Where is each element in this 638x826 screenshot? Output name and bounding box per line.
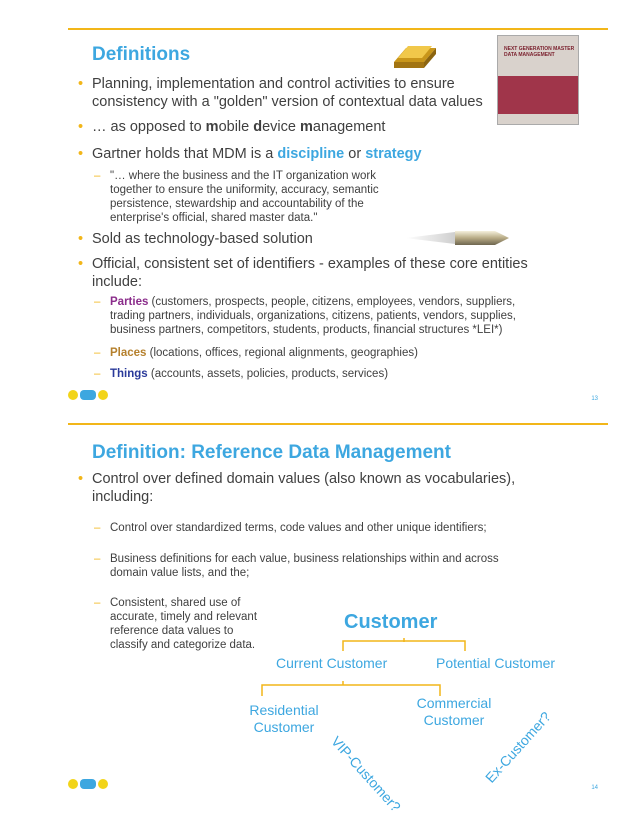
bullet-shell-image [405, 225, 511, 251]
slide-2 [0, 413, 638, 826]
sub-bullet-places: – Places (locations, offices, regional alignments, geographies) [94, 347, 418, 359]
slide-title: Definition: Reference Data Management [92, 442, 451, 463]
book-title: NEXT GENERATION MASTER DATA MANAGEMENT [504, 46, 575, 58]
bullet-2: • … as opposed to mobile device management [78, 119, 386, 135]
slide-title: Definitions [92, 44, 191, 65]
sub-bullet-things: – Things (accounts, assets, policies, products, services) [94, 368, 389, 380]
slide-1 [0, 0, 638, 412]
diagram-current-customer: Current Customer [276, 655, 388, 671]
quote-sub-bullet: – "… where the business and the IT organization work together to ensure the uniformity, accuracy, semantic persistence, stewardship and accountability of the enterprise's official, shared master data." [94, 170, 379, 224]
page-number: 14 [591, 785, 598, 791]
bullet-1: • Planning, implementation and control activities to ensure consistency with a "golden" version of contextual data values [78, 76, 483, 110]
sub-bullet-3: – Consistent, shared use of accurate, timely and relevant reference data values to classify and categorize data. [94, 597, 258, 651]
bullet-4: • Sold as technology-based solution [78, 231, 313, 247]
sub-bullet-1: – Control over standardized terms, code values and other unique identifiers; [94, 522, 487, 534]
bullet-5: • Official, consistent set of identifiers - examples of these core entities include: [78, 256, 528, 290]
page-number: 13 [591, 396, 598, 402]
diagram-ex-customer: Ex-Customer? [482, 708, 554, 786]
bullet-1: • Control over defined domain values (also known as vocabularies), including: [78, 471, 516, 505]
diagram-residential-customer: Residential Customer [249, 702, 319, 735]
diagram-commercial-customer: Commercial Customer [416, 695, 492, 728]
diagram-potential-customer: Potential Customer [436, 655, 556, 671]
gold-bars-image [392, 40, 438, 70]
diagram-connectors [0, 413, 638, 826]
footer-logo [68, 779, 108, 789]
book-cover-image [497, 35, 579, 125]
bullet-1-text: Planning, implementation and control activities to ensure consistency with a "golden" version of contextual data values [92, 76, 483, 110]
footer-logo [68, 390, 108, 400]
diagram-vip-customer: VIP-Customer? [328, 733, 405, 815]
sub-bullet-2: – Business definitions for each value, business relationships within and across domain value lists, and the; [94, 553, 499, 579]
top-rule [68, 28, 608, 30]
bullet-3: • Gartner holds that MDM is a discipline or strategy [78, 146, 422, 162]
diagram-root: Customer [344, 611, 438, 633]
sub-bullet-parties: – Parties (customers, prospects, people, citizens, employees, vendors, suppliers, trading partners, individuals, organizations, citizens, patients, vendors, supplies, business partners, competitors, students, products, financial structures *LEI*) [94, 296, 516, 336]
